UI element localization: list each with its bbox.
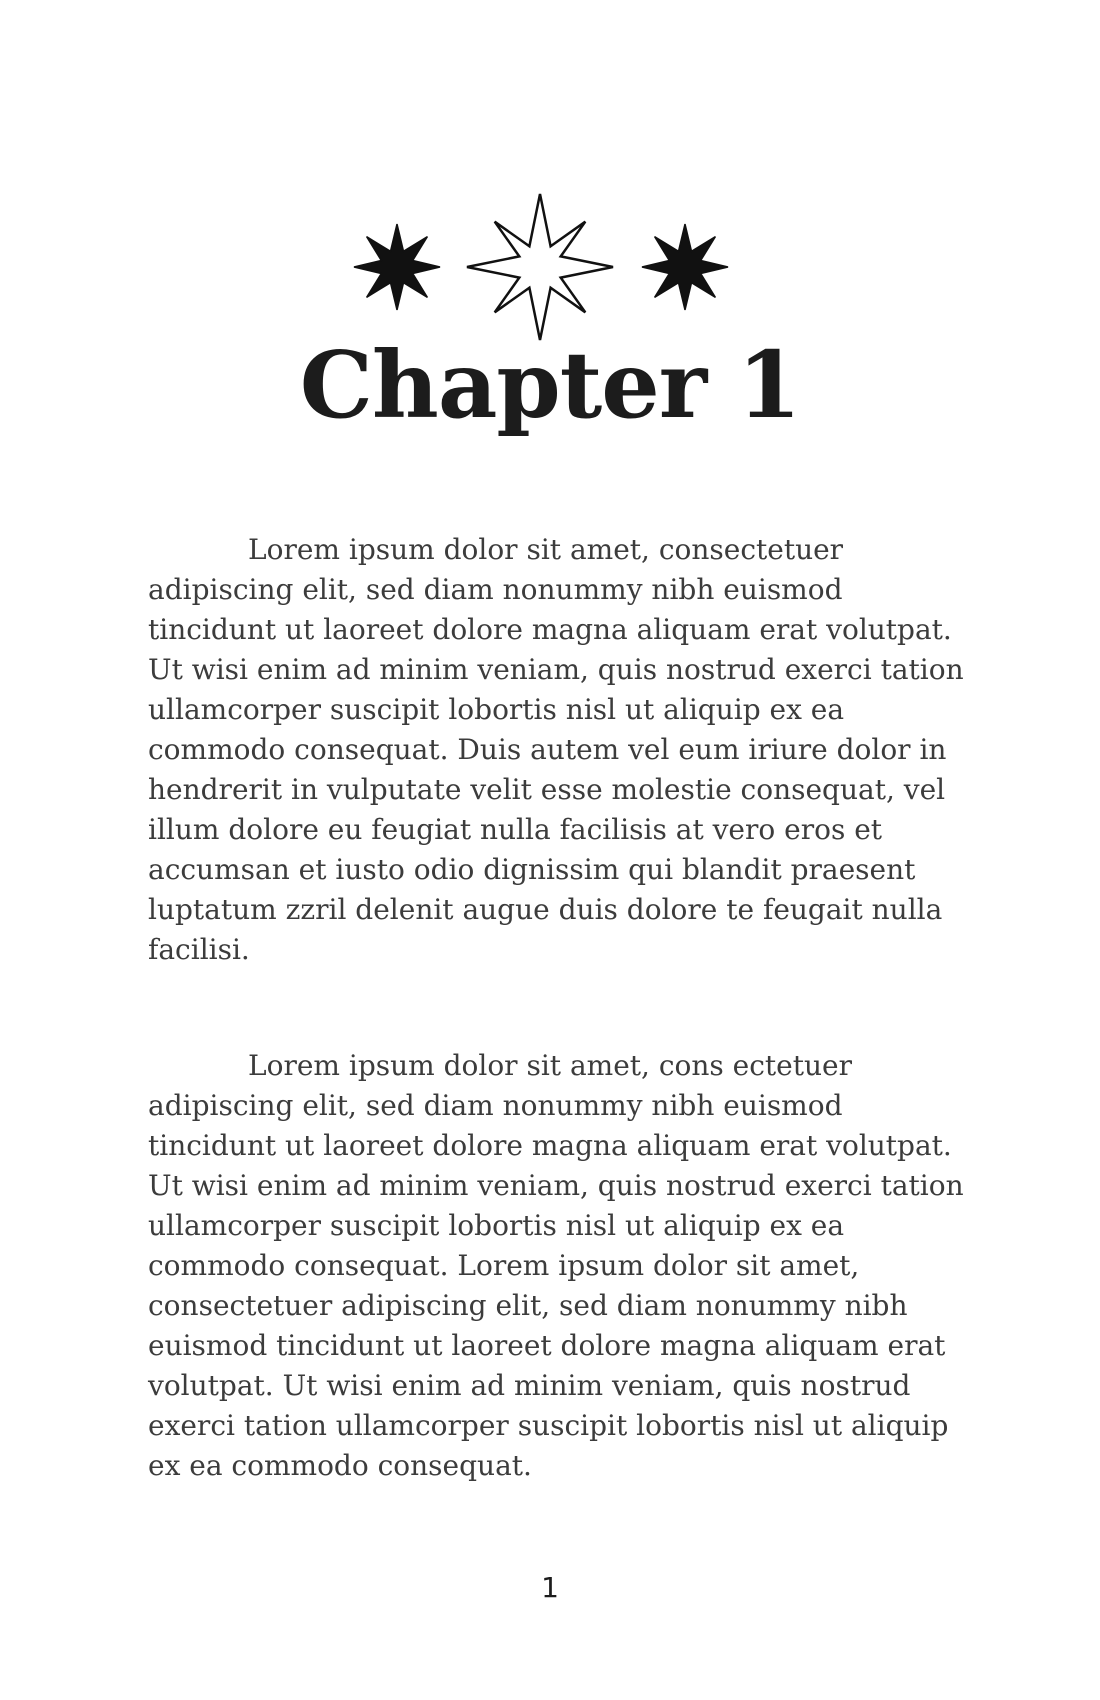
star-ornament [352,192,732,342]
filled-star-icon [354,224,440,310]
body-paragraph: Lorem ipsum dolor sit amet, cons ectetuer adipiscing elit, sed diam nonummy nibh euismod tincidunt ut laoreet dolore magna aliquam erat volutpat. Ut wisi enim ad minim veniam, quis nostrud exerci tation ullamcorper suscipit lobortis nisl ut aliquip ex ea commodo consequat. Lorem ipsum dolor sit amet, consectetuer adipiscing elit, sed diam nonummy nibh euismod tincidunt ut laoreet dolore magna aliquam erat volutpat. Ut wisi enim ad minim veniam, quis nostrud exerci tation ullamcorper suscipit lobortis nisl ut aliquip ex ea commodo consequat. [148,1049,964,1482]
body-paragraph: Lorem ipsum dolor sit amet, consectetuer adipiscing elit, sed diam nonummy nibh euismod tincidunt ut laoreet dolore magna aliquam erat volutpat. Ut wisi enim ad minim veniam, quis nostrud exerci tation ullamcorper suscipit lobortis nisl ut aliquip ex ea commodo consequat. Duis autem vel eum iriure dolor in hendrerit in vulputate velit esse molestie consequat, vel illum dolore eu feugiat nulla facilisis at vero eros et accumsan et iusto odio dignissim qui blandit praesent luptatum zzril delenit augue duis dolore te feugait nulla facilisi. [148,533,964,966]
page-number: 1 [541,1571,559,1604]
outline-star-icon [467,194,613,340]
filled-star-icon [642,224,728,310]
chapter-title: Chapter 1 [299,331,801,439]
